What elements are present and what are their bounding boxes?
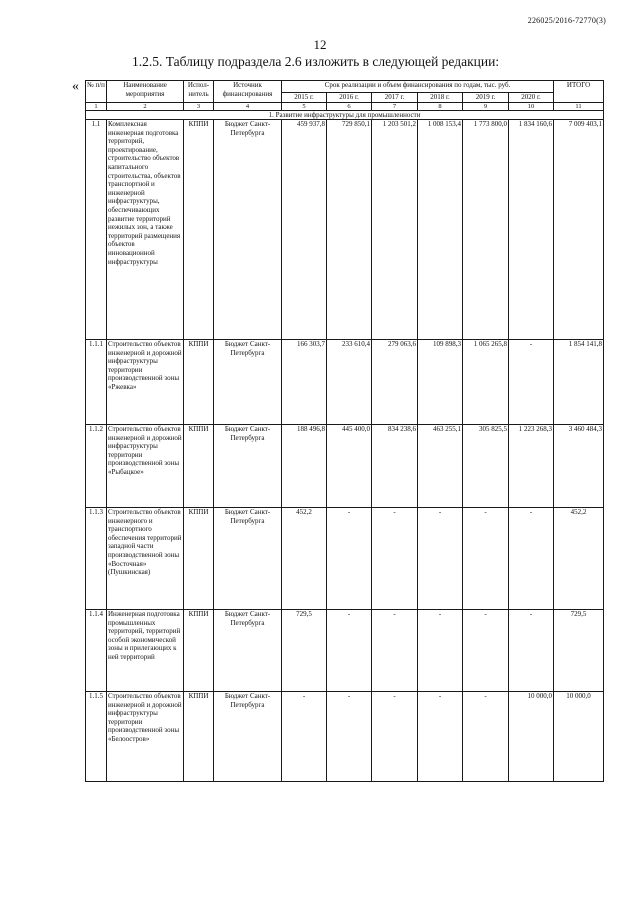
row-total: 7 009 403,1 <box>554 120 604 340</box>
section-heading: 1.2.5. Таблицу подраздела 2.6 изложить в следующей редакции: <box>132 54 500 69</box>
column-number: 3 <box>184 103 214 111</box>
row-source: Бюджет Санкт-Петербурга <box>214 120 282 340</box>
row-num: 1.1 <box>86 120 107 340</box>
row-value: 1 203 501,2 <box>372 120 418 340</box>
row-source: Бюджет Санкт-Петербурга <box>214 340 282 425</box>
row-num: 1.1.1 <box>86 340 107 425</box>
table-row <box>86 692 604 782</box>
row-name: Инженерная подготовка промышленных территорий, территорий особой экономической зоны и прилегающих к ней территорий <box>107 610 184 692</box>
table-row <box>86 340 604 425</box>
row-value: 459 937,8 <box>282 120 327 340</box>
row-executor: КППИ <box>184 692 214 782</box>
header-year: 2019 г. <box>463 93 509 103</box>
row-num: 1.1.3 <box>86 508 107 610</box>
row-executor: КППИ <box>184 340 214 425</box>
row-value: - <box>327 692 372 782</box>
header-total: ИТОГО <box>554 81 604 103</box>
column-number: 9 <box>463 103 509 111</box>
row-value: - <box>463 692 509 782</box>
row-value: - <box>418 508 463 610</box>
row-total: 729,5 <box>554 610 604 692</box>
row-num: 1.1.5 <box>86 692 107 782</box>
table-row <box>86 610 604 692</box>
row-value: 188 496,8 <box>282 425 327 508</box>
row-value: - <box>463 610 509 692</box>
row-source: Бюджет Санкт-Петербурга <box>214 610 282 692</box>
row-value: 10 000,0 <box>509 692 554 782</box>
row-value: 729,5 <box>282 610 327 692</box>
row-executor: КППИ <box>184 120 214 340</box>
row-value: 166 303,7 <box>282 340 327 425</box>
row-value: 452,2 <box>282 508 327 610</box>
row-total: 3 460 484,3 <box>554 425 604 508</box>
row-value: 109 898,3 <box>418 340 463 425</box>
table-row <box>86 120 604 340</box>
row-value: 463 255,1 <box>418 425 463 508</box>
header-name: Наименование мероприятия <box>107 81 184 103</box>
row-name: Строительство объектов инженерной и дорожной инфраструктуры территории производственной зоны «Рыбацкое» <box>107 425 184 508</box>
row-total: 10 000,0 <box>554 692 604 782</box>
row-executor: КППИ <box>184 508 214 610</box>
financing-table <box>85 80 604 782</box>
row-value: - <box>282 692 327 782</box>
header-num: № п/п <box>86 81 107 103</box>
header-year: 2017 г. <box>372 93 418 103</box>
row-name: Строительство объектов инженерного и транспортного обеспечения территорий западной части производственной зоны «Восточная» (Пушкинская) <box>107 508 184 610</box>
row-value: - <box>372 508 418 610</box>
row-name: Комплексная инженерная подготовка территорий, проектирование, строительство объектов капитального строительства, объектов транспортной и инженерной инфраструктуры, обеспечивающих развитие территорий нежилых зон, а также территорий размещения объектов инновационной инфраструктуры <box>107 120 184 340</box>
row-num: 1.1.2 <box>86 425 107 508</box>
row-value: 233 610,4 <box>327 340 372 425</box>
row-value: 445 400,0 <box>327 425 372 508</box>
header-source: Источник финансирования <box>214 81 282 103</box>
header-year: 2016 г. <box>327 93 372 103</box>
column-number: 8 <box>418 103 463 111</box>
row-value: - <box>418 692 463 782</box>
page-number: 12 <box>313 37 327 52</box>
row-name: Строительство объектов инженерной и дорожной инфраструктуры территории производственной зоны «Ржевка» <box>107 340 184 425</box>
header-period: Срок реализации и объем финансирования по годам, тыс. руб. <box>282 81 554 93</box>
row-value: - <box>463 508 509 610</box>
column-number: 4 <box>214 103 282 111</box>
row-source: Бюджет Санкт-Петербурга <box>214 425 282 508</box>
header-executor: Испол- нитель <box>184 81 214 103</box>
row-value: - <box>509 610 554 692</box>
row-value: - <box>372 610 418 692</box>
column-number: 6 <box>327 103 372 111</box>
row-source: Бюджет Санкт-Петербурга <box>214 508 282 610</box>
column-number: 5 <box>282 103 327 111</box>
row-value: - <box>372 692 418 782</box>
header-year: 2015 г. <box>282 93 327 103</box>
open-quote-mark: « <box>72 79 79 94</box>
row-value: 1 223 268,3 <box>509 425 554 508</box>
row-total: 1 854 141,8 <box>554 340 604 425</box>
header-row-top <box>86 81 604 93</box>
section-title: 1. Развитие инфраструктуры для промышленности <box>86 111 604 120</box>
column-number: 11 <box>554 103 604 111</box>
column-number: 7 <box>372 103 418 111</box>
row-value: 1 008 153,4 <box>418 120 463 340</box>
row-source: Бюджет Санкт-Петербурга <box>214 692 282 782</box>
row-value: 834 238,6 <box>372 425 418 508</box>
column-number-row <box>86 103 604 111</box>
row-value: 279 063,6 <box>372 340 418 425</box>
section-row <box>86 111 604 120</box>
row-name: Строительство объектов инженерной и дорожной инфраструктуры территории производственной зоны «Белоостров» <box>107 692 184 782</box>
table-row <box>86 508 604 610</box>
row-value: 305 825,5 <box>463 425 509 508</box>
table-row <box>86 425 604 508</box>
row-total: 452,2 <box>554 508 604 610</box>
row-num: 1.1.4 <box>86 610 107 692</box>
row-executor: КППИ <box>184 425 214 508</box>
row-value: 1 834 160,6 <box>509 120 554 340</box>
row-value: 1 773 800,0 <box>463 120 509 340</box>
row-value: 729 850,1 <box>327 120 372 340</box>
column-number: 2 <box>107 103 184 111</box>
header-year: 2018 г. <box>418 93 463 103</box>
row-value: - <box>509 508 554 610</box>
header-year: 2020 г. <box>509 93 554 103</box>
row-executor: КППИ <box>184 610 214 692</box>
column-number: 1 <box>86 103 107 111</box>
row-value: - <box>509 340 554 425</box>
row-value: 1 065 265,8 <box>463 340 509 425</box>
document-number: 226025/2016-72770(3) <box>527 16 606 25</box>
column-number: 10 <box>509 103 554 111</box>
row-value: - <box>327 508 372 610</box>
row-value: - <box>418 610 463 692</box>
row-value: - <box>327 610 372 692</box>
